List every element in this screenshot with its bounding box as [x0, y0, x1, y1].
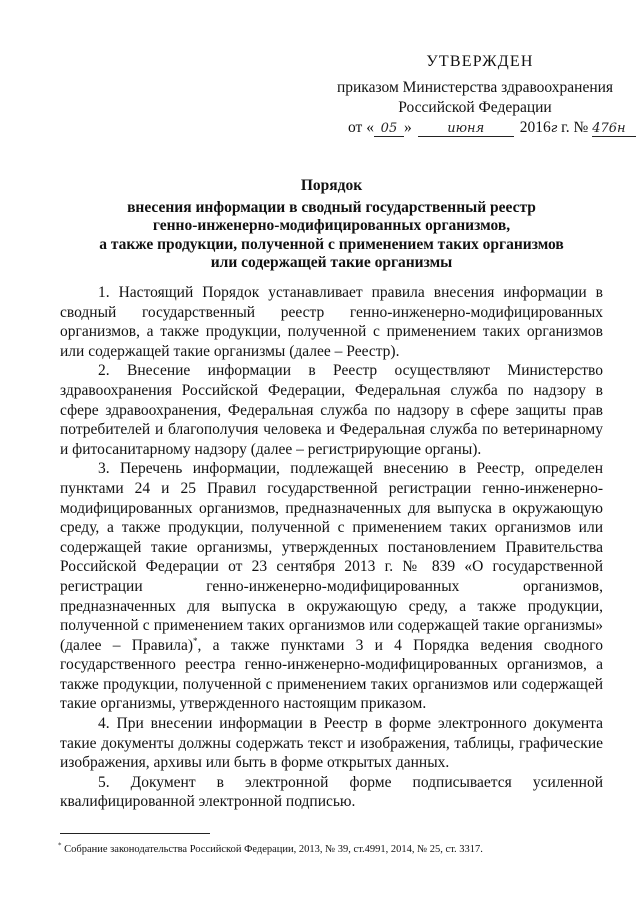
footnote-divider — [60, 833, 210, 834]
document-title — [60, 177, 603, 273]
approval-heading: УТВЕРЖДЕН — [426, 53, 534, 70]
approval-date-line — [330, 118, 626, 139]
footnote-mark: * — [58, 841, 62, 850]
date-year-suffix: г. № — [557, 119, 589, 136]
paragraph-3-text-a: 3. Перечень информации, подлежащей внесению в Реестр, определен пунктами 24 и 25 Правил государственной регистрации генно-инженерно-модифицированных организмов, предназначенных для выпуска в окружающую среду, а также продукции, полученной с применением таких организмов или содержащей такие организмы, утвержденных постановлением Правительства Российской Федерации от 23 сентября 2013 г. № 839 «О государственной регистрации генно-инженерно-модифицированных организмов, предназначенных для выпуска в окружающую среду, а также продукции, полученной с применением таких организмов или содержащей такие организмы» (далее – Правила) — [60, 460, 603, 654]
title-line-2: генно-инженерно-модифицированных организмов, — [152, 217, 511, 234]
document-body — [60, 283, 603, 812]
footnote-text: Собрание законодательства Российской Федерации, 2013, № 39, ст.4991, 2014, № 25, ст. 3317. — [61, 844, 483, 855]
date-month: июня — [418, 122, 514, 137]
date-year: 2016 — [519, 119, 551, 136]
approval-order-line: приказом Министерства здравоохранения — [336, 79, 614, 96]
approval-stamp-block — [330, 52, 626, 139]
paragraph-1: 1. Настоящий Порядок устанавливает правила внесения информации в сводный государственный реестр генно-инженерно-модифицированных организмов, а также продукции, полученной с применением таких организмов или содержащей такие организмы (далее – Реестр). — [60, 284, 603, 360]
title-line-1: внесения информации в сводный государственный реестр — [127, 198, 536, 216]
date-quote-close: » — [403, 119, 412, 136]
approval-country-line: Российской Федерации — [398, 99, 552, 116]
paragraph-3-text-b: , а также пунктами 3 и 4 Порядка ведения сводного государственного реестра генно-инженерно-модифицированных организмов, а также продукции, полученной с применением таких организмов или содержащей такие организмы, утвержденного настоящим приказом. — [60, 636, 603, 713]
title-line-3: а также продукции, полученной с применением таких организмов — [99, 235, 564, 253]
paragraph-3 — [60, 459, 603, 714]
title-main: Порядок — [300, 177, 363, 194]
order-number: 476н — [592, 122, 636, 137]
footnote — [58, 843, 618, 856]
paragraph-2: 2. Внесение информации в Реестр осуществляют Министерство здравоохранения Российской Федерации, Федеральная служба по надзору в сфере здравоохранения, Федеральная служба по надзору в сфере защиты прав потребителей и благополучия человека и Федеральная служба по ветеринарному и фитосанитарному надзору (далее – регистрирующие органы). — [60, 362, 603, 458]
paragraph-4: 4. При внесении информации в Реестр в форме электронного документа такие документы должны содержать текст и изображения, таблицы, графические изображения, архивы или быть в форме открытых данных. — [60, 715, 603, 772]
date-prefix: от « — [348, 119, 374, 136]
paragraph-5: 5. Документ в электронной форме подписывается усиленной квалифицированной электронной подписью. — [60, 773, 603, 811]
date-day: 05 — [374, 122, 404, 137]
title-line-4: или содержащей такие организмы — [210, 254, 453, 271]
date-year-handwritten: г — [550, 121, 558, 136]
footnote-reference: * — [193, 635, 198, 646]
